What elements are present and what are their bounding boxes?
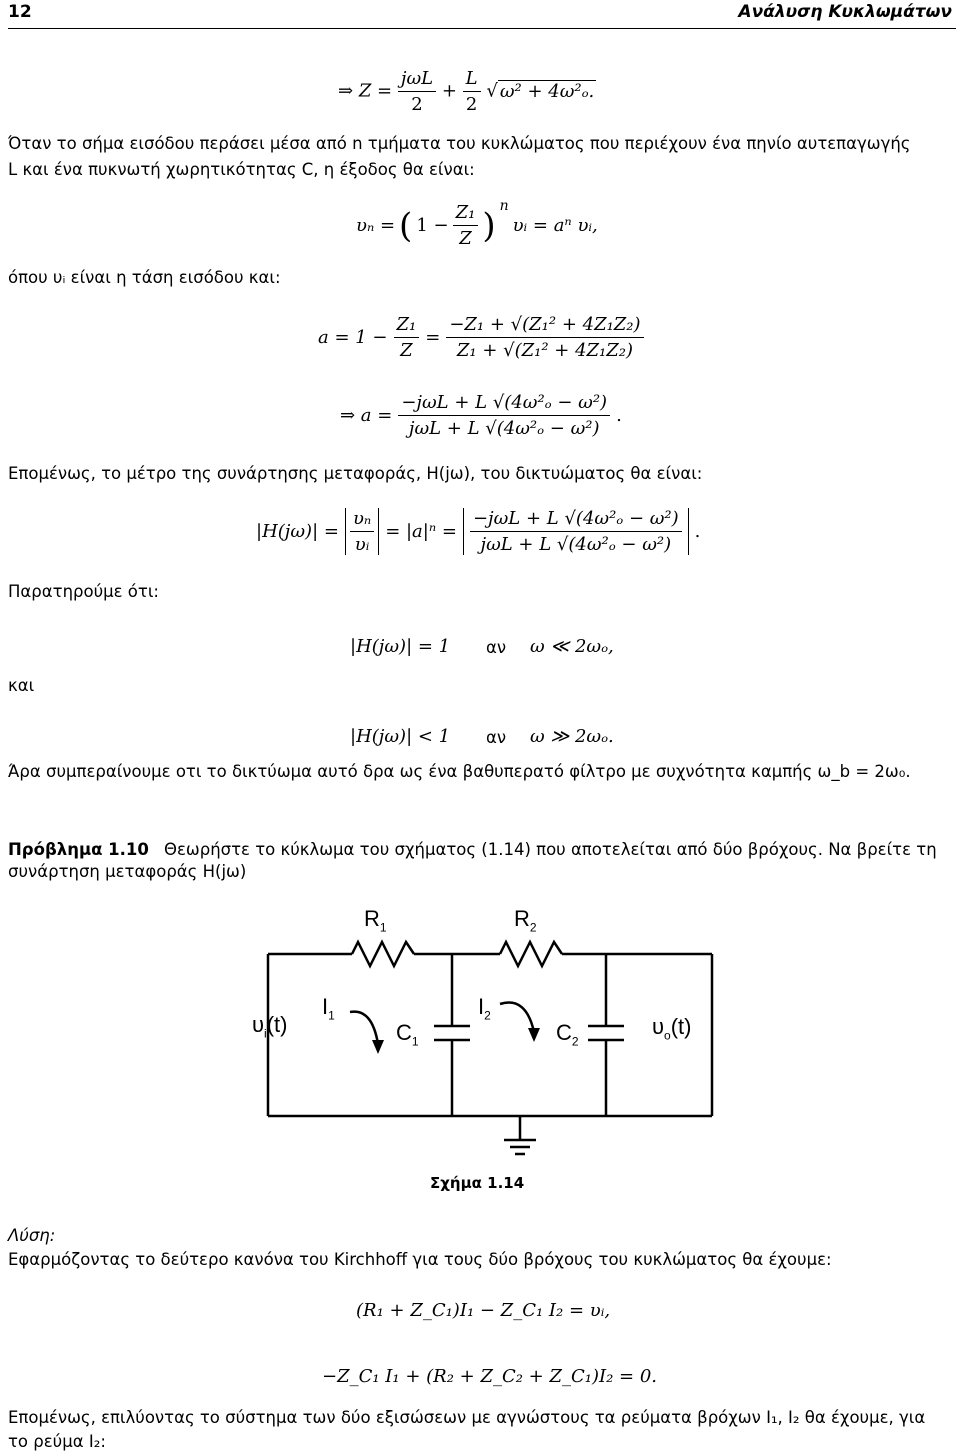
c1-sub: 1 <box>411 1034 419 1049</box>
equals: = <box>425 327 441 348</box>
label-r1 <box>364 906 387 934</box>
i2-sub: 2 <box>484 1008 491 1023</box>
eq-lhs: υₙ = <box>356 215 396 236</box>
vi-t: (t) <box>266 1012 288 1037</box>
frac-num: −jωL + L √(4ω²ₒ − ω²) <box>398 392 610 416</box>
problem-label: Πρόβλημα 1.10 <box>8 840 149 859</box>
vo-letter: υ <box>652 1014 665 1039</box>
eq-rhs: υᵢ = aⁿ υᵢ, <box>512 215 598 236</box>
eq-mid: = |a|ⁿ = <box>385 521 457 542</box>
frac-num: −Z₁ + √(Z₁² + 4Z₁Z₂) <box>446 314 643 338</box>
problem-line: Θεωρήστε το κύκλωμα του σχήματος (1.14) που αποτελείται από δύο βρόχους. Να βρείτε τη <box>164 840 937 859</box>
condition-rhs: ω ≫ 2ωₒ. <box>530 726 614 747</box>
frac-den: Z <box>459 228 472 249</box>
frac-den: υᵢ <box>354 534 370 555</box>
eq-lhs: ⇒ a = <box>340 405 393 426</box>
label-i2 <box>478 994 491 1022</box>
c2-sub: 2 <box>571 1034 579 1049</box>
paren: ) <box>482 205 496 246</box>
paragraph-line: και <box>8 676 35 695</box>
problem-line: συνάρτηση μεταφοράς H(jω) <box>8 862 247 881</box>
condition-an: αν <box>486 728 507 747</box>
equation-kvl-1: (R₁ + Z_C₁)I₁ − Z_C₁ I₂ = υᵢ, <box>356 1300 611 1321</box>
condition-an: αν <box>486 638 507 657</box>
label-i1 <box>322 994 335 1022</box>
exponent: n <box>499 198 509 214</box>
eq-lhs: a = 1 − <box>318 327 388 348</box>
r1-sub: 1 <box>379 920 387 935</box>
vo-sub: o <box>664 1028 671 1043</box>
frac-num: Z₁ <box>453 202 479 226</box>
paragraph-line: Όταν το σήμα εισόδου περάσει μέσα από n τμήματα του κυκλώματος που περιέχουν ένα πηνίο αυτεπαγωγής <box>8 134 911 153</box>
label-vo <box>652 1014 691 1042</box>
solution-label: Λύση: <box>8 1226 56 1245</box>
solution-line: Εφαρμόζοντας το δεύτερο κανόνα του Kirchhoff για τους δύο βρόχους του κυκλώματος θα έχουμε: <box>8 1250 832 1269</box>
eq-lhs: |H(jω)| = <box>256 521 339 542</box>
frac-den: 2 <box>465 94 478 115</box>
sqrt-body: ω² + 4ω²ₒ. <box>499 80 595 102</box>
paren: ( <box>399 205 413 246</box>
eq-lhs: Z = <box>358 80 393 102</box>
condition-rhs: ω ≪ 2ωₒ, <box>530 636 614 657</box>
label-r2 <box>514 906 537 934</box>
frac-num: jωL <box>398 68 436 92</box>
frac-num: L <box>463 68 481 92</box>
vi-sub: i <box>264 1026 267 1041</box>
frac-den: jωL + L √(4ω²ₒ − ω²) <box>408 418 600 439</box>
i1-letter: I <box>322 994 329 1019</box>
paragraph-line: Άρα συμπεραίνουμε οτι το δικτύωμα αυτό δρα ως ένα βαθυπερατό φίλτρο με συχνότητα καμπής ω_b = 2ω₀. <box>8 762 911 781</box>
condition-lhs: |H(jω)| < 1 <box>350 726 451 747</box>
paragraph-line: L και ένα πυκνωτή χωρητικότητας C, η έξοδος θα είναι: <box>8 160 475 179</box>
c1-letter: C <box>396 1020 412 1045</box>
label-c2 <box>556 1020 579 1048</box>
label-vi <box>252 1012 287 1040</box>
i1-sub: 1 <box>328 1008 335 1023</box>
frac-den: Z₁ + √(Z₁² + 4Z₁Z₂) <box>456 340 634 361</box>
period: . <box>694 521 701 542</box>
paragraph-line: Παρατηρούμε ότι: <box>8 582 159 601</box>
solution-final-line: Επομένως, επιλύοντας το σύστημα των δύο εξισώσεων με αγνώστους τα ρεύματα βρόχων I₁, I₂ θα έχουμε, για <box>8 1408 926 1427</box>
vi-letter: υ <box>252 1012 265 1037</box>
equation-z: ⇒ Z = $\frac{\text{jωL}}{2}$ + $\frac{L}{2}$ √ ω² + 4ω²ₒ. <box>338 68 595 115</box>
frac-num: −jωL + L √(4ω²ₒ − ω²) <box>470 508 682 532</box>
page-number: 12 <box>8 2 32 22</box>
chapter-title: Ανάλυση Κυκλωμάτων <box>738 2 952 22</box>
c2-letter: C <box>556 1020 572 1045</box>
r2-letter: R <box>514 906 530 931</box>
equation-kvl-2: −Z_C₁ I₁ + (R₂ + Z_C₂ + Z_C₁)I₂ = 0. <box>322 1366 658 1387</box>
r2-sub: 2 <box>529 920 537 935</box>
frac-den: jωL + L √(4ω²ₒ − ω²) <box>480 534 672 555</box>
period: . <box>616 405 622 426</box>
i2-letter: I <box>478 994 485 1019</box>
frac-den: 2 <box>411 94 423 115</box>
figure-caption: Σχήμα 1.14 <box>430 1174 525 1192</box>
vo-t: (t) <box>670 1014 692 1039</box>
paragraph-line: όπου υᵢ είναι η τάση εισόδου και: <box>8 268 281 287</box>
frac-num: Z₁ <box>394 314 420 338</box>
implies-symbol: ⇒ <box>338 80 354 102</box>
frac-den: Z <box>400 340 413 361</box>
eq-term: 1 − <box>416 215 449 236</box>
condition-lhs: |H(jω)| = 1 <box>350 636 451 657</box>
label-c1 <box>396 1020 419 1048</box>
plus-symbol: + <box>441 80 457 102</box>
r1-letter: R <box>364 906 380 931</box>
paragraph-line: Επομένως, το μέτρο της συνάρτησης μεταφοράς, H(jω), του δικτυώματος θα είναι: <box>8 464 703 483</box>
solution-final-line: το ρεύμα I₂: <box>8 1432 106 1451</box>
frac-num: υₙ <box>350 508 374 532</box>
